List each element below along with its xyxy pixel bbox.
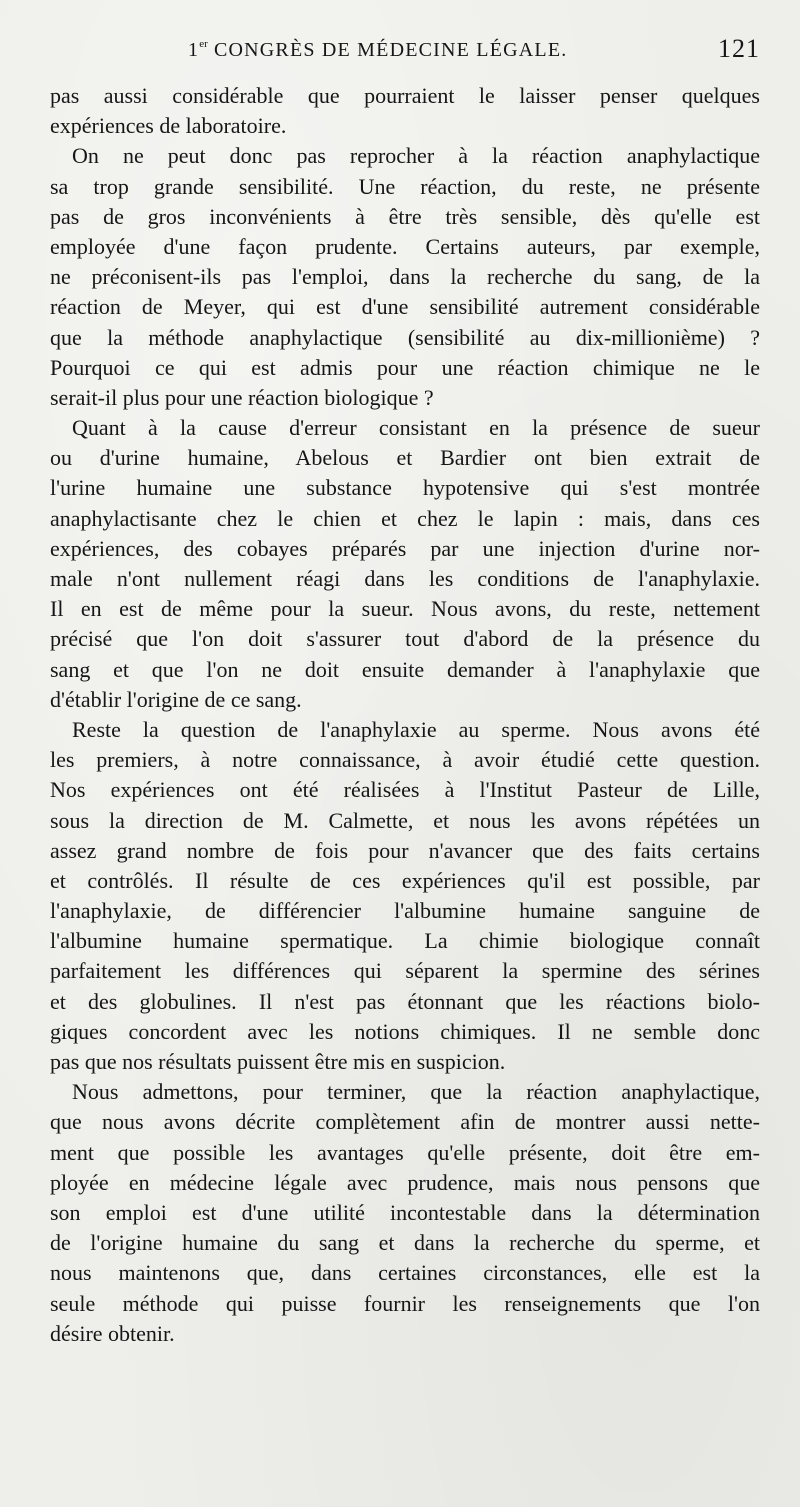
text-line: et des globulines. Il n'est pas étonnant que les réactions biolo- bbox=[50, 988, 760, 1014]
page-number: 121 bbox=[718, 34, 760, 63]
text-line: d'établir l'origine de ce sang. bbox=[50, 686, 302, 712]
text-line: désire obtenir. bbox=[50, 1320, 175, 1346]
text-line: male n'ont nullement réagi dans les conditions de l'anaphylaxie. bbox=[50, 566, 760, 591]
text-line: que la méthode anaphylactique (sensibilité au dix-millionième) ? bbox=[50, 324, 760, 350]
text-line: expériences, des cobayes préparés par une injection d'urine nor- bbox=[50, 535, 760, 561]
text-line: Il en est de même pour la sueur. Nous avons, du reste, nettement bbox=[50, 596, 760, 622]
text-line: parfaitement les différences qui séparent la spermine des sérines bbox=[50, 958, 760, 984]
text-line: assez grand nombre de fois pour n'avancer que des faits certains bbox=[50, 837, 760, 863]
text-line: l'albumine humaine spermatique. La chimie biologique connaît bbox=[50, 928, 760, 954]
text-line: seule méthode qui puisse fournir les renseignements que l'on bbox=[50, 1290, 760, 1316]
text-line: giques concordent avec les notions chimiques. Il ne semble donc bbox=[50, 1018, 760, 1044]
text-line: ployée en médecine légale avec prudence, mais nous pensons que bbox=[50, 1169, 760, 1195]
running-title bbox=[188, 38, 567, 62]
text-line: ment que possible les avantages qu'elle présente, doit être em- bbox=[50, 1139, 760, 1165]
text-line: réaction de Meyer, qui est d'une sensibilité autrement considérable bbox=[50, 294, 760, 320]
text-line: et contrôlés. Il résulte de ces expériences qu'il est possible, par bbox=[50, 867, 760, 893]
text-line: précisé que l'on doit s'assurer tout d'abord de la présence du bbox=[50, 626, 760, 652]
text-line: pas de gros inconvénients à être très sensible, dès qu'elle est bbox=[50, 203, 760, 229]
text-line: Quant à la cause d'erreur consistant en la présence de sueur bbox=[72, 415, 760, 441]
text-line: l'urine humaine une substance hypotensive qui s'est montrée bbox=[50, 475, 760, 501]
text-line: Pourquoi ce qui est admis pour une réaction chimique ne le bbox=[50, 354, 760, 380]
text-line: ou d'urine humaine, Abelous et Bardier ont bien extrait de bbox=[50, 445, 760, 471]
text-line: On ne peut donc pas reprocher à la réaction anaphylactique bbox=[72, 143, 760, 169]
text-line: employée d'une façon prudente. Certains auteurs, par exemple, bbox=[50, 233, 760, 259]
journal-title: CONGRÈS DE MÉDECINE LÉGALE. bbox=[213, 39, 568, 61]
text-line: son emploi est d'une utilité incontestable dans la détermination bbox=[50, 1199, 760, 1225]
text-line: Nous admettons, pour terminer, que la réaction anaphylactique, bbox=[72, 1079, 760, 1105]
ordinal-number: 1 bbox=[188, 39, 200, 61]
ordinal-suffix: er bbox=[199, 38, 208, 50]
running-header bbox=[50, 34, 760, 74]
text-line: anaphylactisante chez le chien et chez le lapin : mais, dans ces bbox=[50, 505, 760, 531]
text-line: Reste la question de l'anaphylaxie au sperme. Nous avons été bbox=[72, 716, 760, 742]
text-line: l'anaphylaxie, de différencier l'albumine humaine sanguine de bbox=[50, 898, 760, 924]
text-line: que nous avons décrite complètement afin de montrer aussi nette- bbox=[50, 1109, 760, 1135]
text-line: de l'origine humaine du sang et dans la recherche du sperme, et bbox=[50, 1230, 760, 1256]
body-text bbox=[50, 81, 760, 1349]
text-line: sang et que l'on ne doit ensuite demander à l'anaphylaxie que bbox=[50, 656, 760, 682]
text-line: expériences de laboratoire. bbox=[50, 113, 287, 139]
text-line: pas aussi considérable que pourraient le laisser penser quelques bbox=[50, 83, 760, 108]
text-line: sous la direction de M. Calmette, et nous les avons répétées un bbox=[50, 807, 760, 833]
text-line: les premiers, à notre connaissance, à avoir étudié cette question. bbox=[50, 747, 760, 773]
text-line: pas que nos résultats puissent être mis en suspicion. bbox=[50, 1049, 506, 1074]
text-line: serait-il plus pour une réaction biologique ? bbox=[50, 384, 434, 410]
text-line: ne préconisent-ils pas l'emploi, dans la recherche du sang, de la bbox=[50, 264, 760, 290]
text-line: Nos expériences ont été réalisées à l'Institut Pasteur de Lille, bbox=[50, 777, 760, 803]
text-line: sa trop grande sensibilité. Une réaction, du reste, ne présente bbox=[50, 173, 760, 199]
text-line: nous maintenons que, dans certaines circonstances, elle est la bbox=[50, 1260, 760, 1286]
